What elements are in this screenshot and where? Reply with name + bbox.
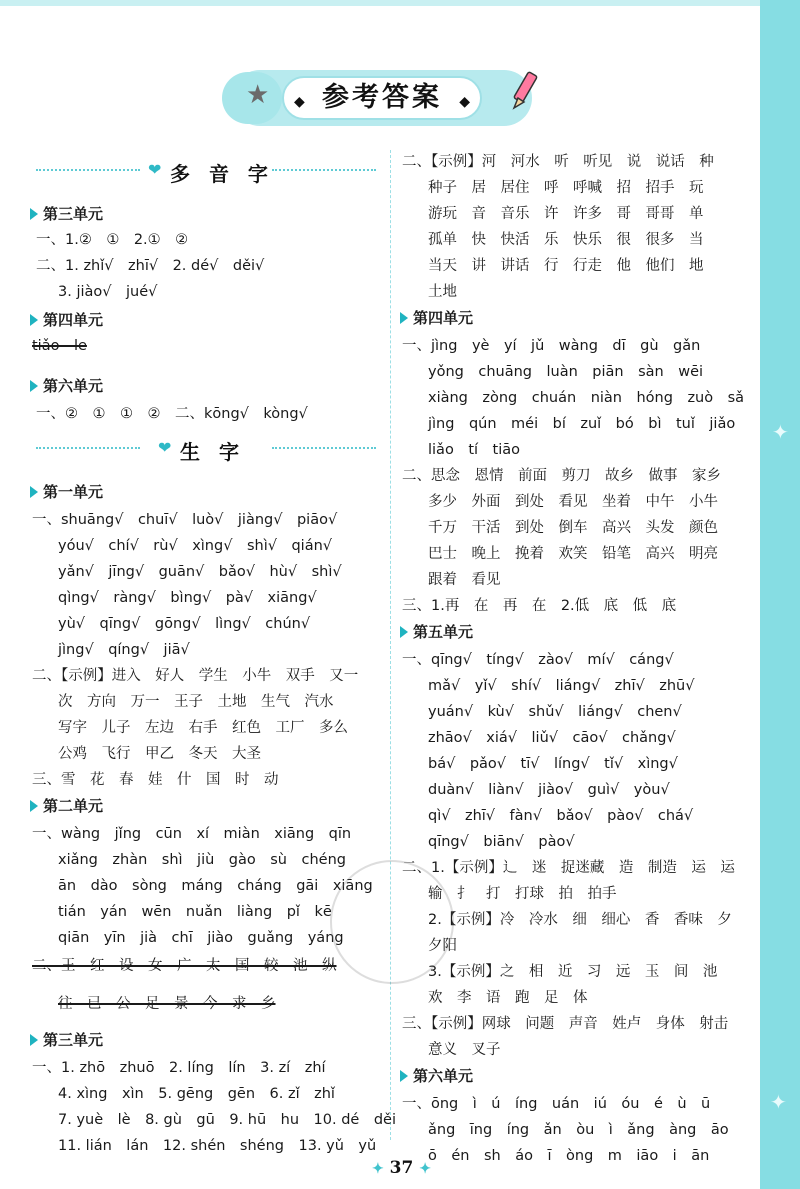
section-heading-shengzi <box>36 436 376 464</box>
column-divider <box>390 150 391 1140</box>
answer-line: qiān yīn jià chī jiào guǎng yáng <box>58 930 344 946</box>
answer-line: 写字 儿子 左边 右手 红色 工厂 多么 <box>58 720 348 736</box>
title-banner <box>232 70 532 126</box>
dotted-rule <box>36 447 140 449</box>
section-heading-duoyinzi <box>36 158 376 186</box>
answer-line: 3.【示例】之 相 近 习 远 玉 间 池 <box>428 964 718 980</box>
unit-heading: 第六单元 <box>400 1066 473 1086</box>
answer-line: 巴士 晚上 挽着 欢笑 铅笔 高兴 明亮 <box>428 546 718 562</box>
answer-line: duàn√ liàn√ jiào√ guì√ yòu√ <box>428 782 670 798</box>
answer-line: 7. yuè lè 8. gù gū 9. hū hu 10. dé děi <box>58 1112 396 1128</box>
answer-line: bá√ pǎo√ tī√ líng√ tǐ√ xìng√ <box>428 756 678 772</box>
heart-icon: ❤ <box>148 160 162 179</box>
answer-line: 一、shuāng√ chuī√ luò√ jiàng√ piāo√ <box>32 512 338 528</box>
answer-line: 三、1.再 在 再 在 2.低 底 低 底 <box>402 598 677 614</box>
answer-line: 往 已 公 足 景 今 求 乡 <box>58 996 276 1012</box>
section-title: 多 音 字 <box>170 162 274 186</box>
answer-line: qìng√ ràng√ bìng√ pà√ xiāng√ <box>58 590 317 606</box>
answer-line: yóu√ chí√ rù√ xìng√ shì√ qián√ <box>58 538 333 554</box>
answer-line: 3. jiào√ jué√ <box>58 284 158 300</box>
section-title: 生 字 <box>180 440 245 464</box>
answer-line: 一、② ① ① ② 二、kōng√ kòng√ <box>36 406 308 422</box>
answer-line: jìng√ qíng√ jiā√ <box>58 642 190 658</box>
unit-heading: 第三单元 <box>30 204 103 224</box>
answer-line: tiǎo le <box>32 338 87 354</box>
answer-line: 土地 <box>428 284 457 300</box>
top-band <box>0 0 760 6</box>
answer-line: ǎng īng íng ǎn òu ì ǎng àng āo <box>428 1122 729 1138</box>
answer-line: ō én sh áo ī òng m iāo i ān <box>428 1148 710 1164</box>
answer-line: 二、思念 恩情 前面 剪刀 故乡 做事 家乡 <box>402 468 721 484</box>
sparkle-icon: ✦ <box>772 420 789 444</box>
answer-line: xiàng zòng chuán niàn hóng zuò sǎ <box>428 390 745 406</box>
answer-line: yǎn√ jīng√ guān√ bǎo√ hù√ shì√ <box>58 564 342 580</box>
answer-line: 当天 讲 讲话 行 行走 他 他们 地 <box>428 258 704 274</box>
heart-icon: ❤ <box>158 438 172 457</box>
title-pill <box>282 76 482 120</box>
page-title: 参考答案 <box>322 82 442 113</box>
answer-line: 游玩 音 音乐 许 许多 哥 哥哥 单 <box>428 206 704 222</box>
answer-line: 次 方向 万一 王子 土地 生气 汽水 <box>58 694 334 710</box>
answer-line: ān dào sòng máng cháng gāi xiāng <box>58 878 373 894</box>
unit-heading: 第四单元 <box>400 308 473 328</box>
answer-line: 二、王 红 设 女 广 太 国 较 池 纵 <box>32 958 337 974</box>
dotted-rule <box>272 447 376 449</box>
dot-icon: ◆ <box>459 94 470 110</box>
answer-line: 种子 居 居住 呼 呼喊 招 招手 玩 <box>428 180 704 196</box>
answer-line: 意义 叉子 <box>428 1042 501 1058</box>
answer-line: liǎo tí tiāo <box>428 442 520 458</box>
answer-line: 一、jìng yè yí jǔ wàng dī gù gǎn <box>402 338 701 354</box>
answer-line: yǒng chuāng luàn piān sàn wēi <box>428 364 704 380</box>
answer-line: 二、1.【示例】辶 迷 捉迷藏 造 制造 运 运 <box>402 860 735 876</box>
answer-line: qì√ zhī√ fàn√ bǎo√ pào√ chá√ <box>428 808 694 824</box>
unit-heading: 第二单元 <box>30 796 103 816</box>
answer-line: 二、【示例】河 河水 听 听见 说 说话 种 <box>402 154 714 170</box>
dot-icon: ◆ <box>294 94 305 110</box>
answer-line: 2.【示例】冷 冷水 细 细心 香 香味 夕 <box>428 912 732 928</box>
answer-line: tián yán wēn nuǎn liàng pǐ kē <box>58 904 332 920</box>
answer-line: 公鸡 飞行 甲乙 冬天 大圣 <box>58 746 261 762</box>
answer-line: 一、qīng√ tíng√ zào√ mí√ cáng√ <box>402 652 674 668</box>
sparkle-icon: ✦ <box>419 1161 431 1177</box>
answer-line: 夕阳 <box>428 938 457 954</box>
answer-line: 一、1.② ① 2.① ② <box>36 232 189 248</box>
pencil-icon <box>508 68 542 112</box>
answer-line: 一、wàng jǐng cūn xí miàn xiāng qīn <box>32 826 352 842</box>
answer-line: 输 扌 打 打球 拍 拍手 <box>428 886 617 902</box>
unit-heading: 第六单元 <box>30 376 103 396</box>
answer-line: 11. lián lán 12. shén shéng 13. yǔ yǔ <box>58 1138 377 1154</box>
answer-line: 三、【示例】网球 问题 声音 姓卢 身体 射击 <box>402 1016 729 1032</box>
unit-heading: 第三单元 <box>30 1030 103 1050</box>
page-number-value: 37 <box>389 1158 414 1178</box>
star-icon: ★ <box>246 80 270 110</box>
page-number <box>372 1158 431 1178</box>
unit-heading: 第一单元 <box>30 482 103 502</box>
answer-line: 欢 李 语 跑 足 体 <box>428 990 588 1006</box>
answer-line: 一、1. zhō zhuō 2. líng lín 3. zí zhí <box>32 1060 326 1076</box>
answer-line: yù√ qīng√ gōng√ lìng√ chún√ <box>58 616 311 632</box>
unit-heading: 第四单元 <box>30 310 103 330</box>
answer-line: 跟着 看见 <box>428 572 501 588</box>
answer-line: 一、ōng ì ú íng uán iú óu é ù ū <box>402 1096 711 1112</box>
edge-strip <box>760 0 800 1189</box>
answer-line: xiǎng zhàn shì jiù gào sù chéng <box>58 852 346 868</box>
answer-line: 多少 外面 到处 看见 坐着 中午 小牛 <box>428 494 718 510</box>
answer-line: 孤单 快 快活 乐 快乐 很 很多 当 <box>428 232 704 248</box>
dotted-rule <box>272 169 376 171</box>
answer-line: qīng√ biān√ pào√ <box>428 834 575 850</box>
answer-line: 二、1. zhǐ√ zhī√ 2. dé√ děi√ <box>36 258 265 274</box>
answer-line: 二、【示例】进入 好人 学生 小牛 双手 又一 <box>32 668 359 684</box>
unit-heading: 第五单元 <box>400 622 473 642</box>
answer-line: mǎ√ yǐ√ shí√ liáng√ zhī√ zhū√ <box>428 678 695 694</box>
answer-line: 千万 干活 到处 倒车 高兴 头发 颜色 <box>428 520 718 536</box>
answer-line: jìng qún méi bí zuǐ bó bì tuǐ jiǎo <box>428 416 736 432</box>
dotted-rule <box>36 169 140 171</box>
answer-line: 4. xìng xìn 5. gēng gēn 6. zǐ zhǐ <box>58 1086 335 1102</box>
sparkle-icon: ✦ <box>372 1161 384 1177</box>
answer-line: yuán√ kù√ shǔ√ liáng√ chen√ <box>428 704 682 720</box>
answer-line: zhāo√ xiá√ liǔ√ cāo√ chǎng√ <box>428 730 676 746</box>
answer-line: 三、雪 花 春 娃 什 国 时 动 <box>32 772 279 788</box>
sparkle-icon: ✦ <box>770 1090 787 1114</box>
